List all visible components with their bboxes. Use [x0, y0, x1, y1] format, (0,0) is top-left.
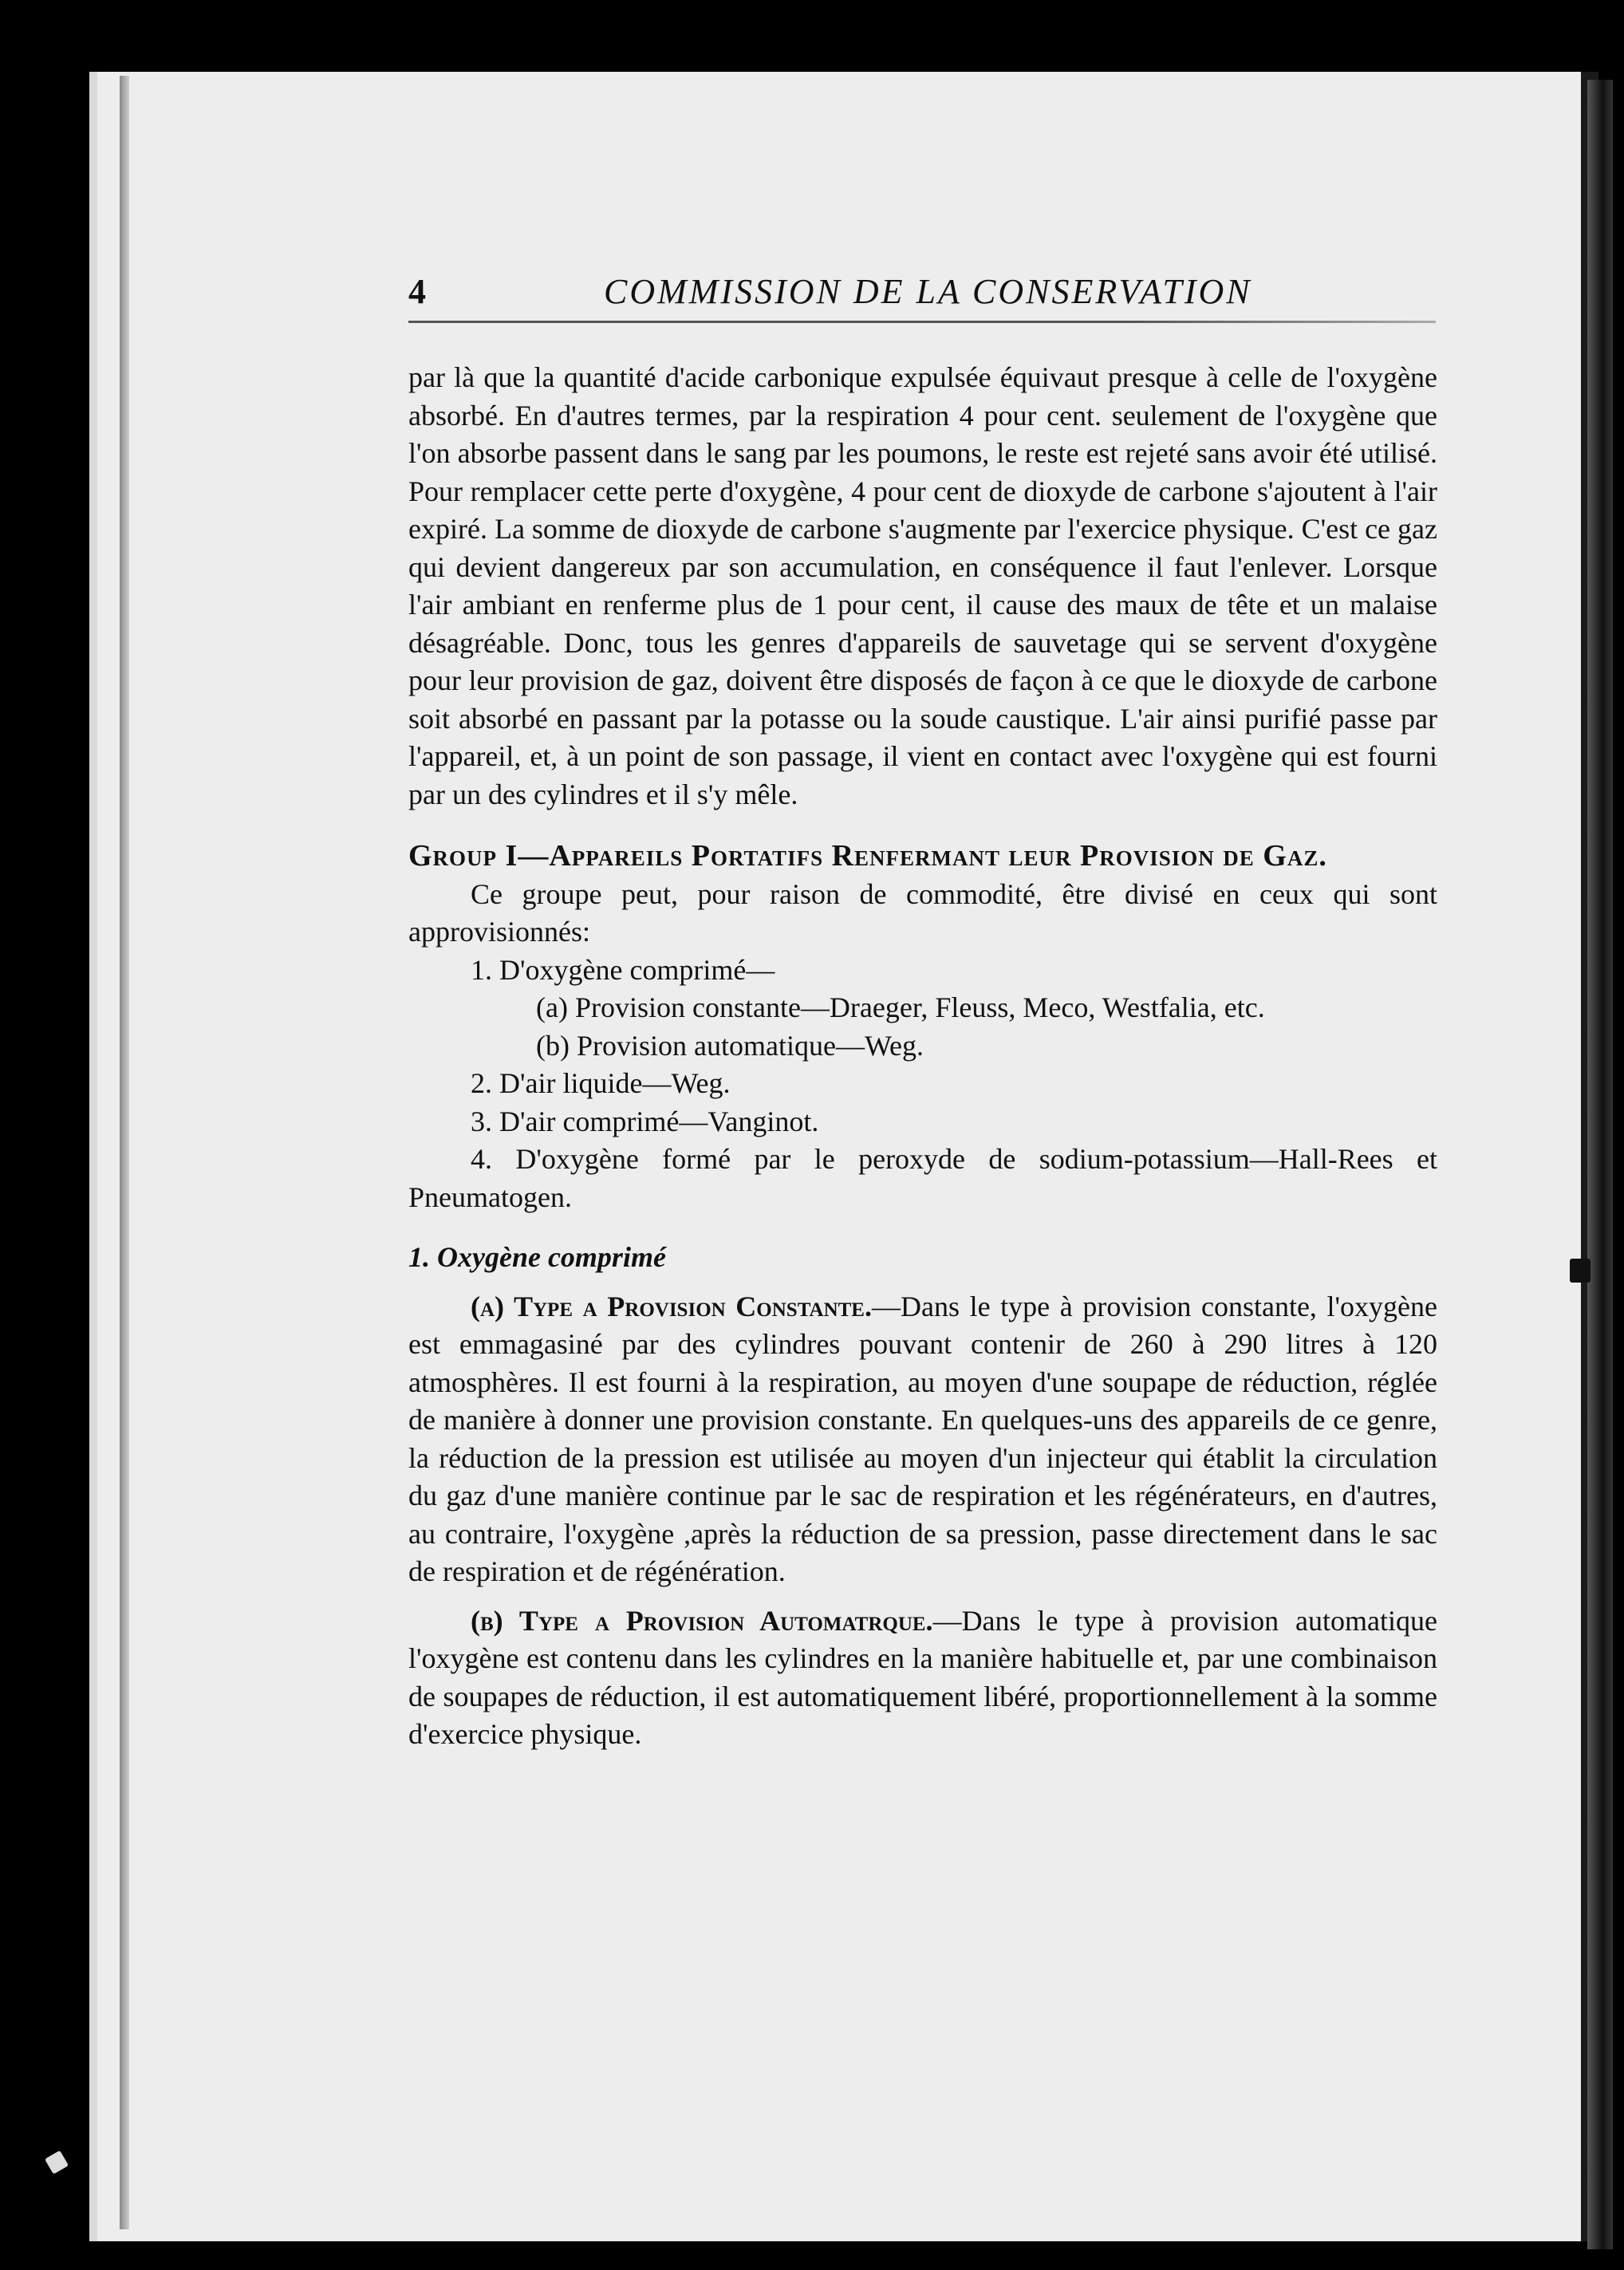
paragraph-continuation: par là que la quantité d'acide carbonique expulsée équivaut presque à celle de l'oxygène absorbé. En d'autres termes, par la respiration 4 pour cent. seulement de l'oxygène que l'on absorbe passent dans le sang par les poumons, le reste est rejeté sans avoir été utilisé. Pour remplacer cette perte d'oxygène, 4 pour cent de dioxyde de carbone s'ajoutent à l'air expiré. La somme de dioxyde de carbone s'augmente par l'exercice physique. C'est ce gaz qui devient dangereux par son accumulation, en conséquence il faut l'enlever. Lorsque l'air ambiant en renferme plus de 1 pour cent, il cause des maux de tête et un malaise désagréable. Donc, tous les genres d'appareils de sauvetage qui se servent d'oxygène pour leur provision de gaz, doivent être disposés de façon à ce que le dioxyde de carbone soit absorbé en passant par la potasse ou la soude caustique. L'air ainsi purifié passe par l'appareil, et, à un point de son passage, il vient en contact avec l'oxygène qui est fourni par un des cylindres et il s'y mêle.: [408, 361, 1437, 810]
list-item-1a: (a) Provision constante—Draeger, Fleuss, Meco, Westfalia, etc.: [536, 991, 1265, 1023]
group-intro: Ce groupe peut, pour raison de commodité, être divisé en ceux qui sont approvisionnés:: [408, 877, 1437, 948]
list-item-3: 3. D'air comprimé—Vanginot.: [471, 1105, 819, 1137]
scan-speck: [1570, 1259, 1590, 1283]
paragraph-type-b: [408, 1602, 1437, 1754]
list-item-1b: (b) Provision automatique—Weg.: [536, 1029, 924, 1062]
type-b-label: (b) Type a Provision Automatrque.: [471, 1604, 933, 1637]
page-right-edge: [1587, 80, 1613, 2249]
running-title: COMMISSION DE LA CONSERVATION: [604, 272, 1252, 311]
section-heading: 1. Oxygène comprimé: [408, 1241, 666, 1273]
paragraph-type-a: [408, 1288, 1437, 1591]
page-left-edge: [120, 76, 129, 2229]
list-item-4: 4. D'oxygène formé par le peroxyde de sodium-potassium—Hall-Rees et Pneumatogen.: [408, 1143, 1437, 1213]
type-a-text: —Dans le type à provision constante, l'oxygène est emmagasiné par des cylindres pouvant contenir de 260 à 290 litres à 120 atmosphères. Il est fourni à la respiration, au moyen d'une soupape de réduction, réglée de manière à donner une provision constante. En quelques-uns des appareils de ce genre, la réduction de la pression est utilisée au moyen d'un injecteur qui établit la circulation du gaz d'une manière continue par le sac de respiration et les régénérateurs, en d'autres, au contraire, l'oxygène ,après la réduction de sa pression, passe directement dans le sac de respiration et de régénération.: [408, 1290, 1437, 1587]
type-a-label: (a) Type a Provision Constante.: [471, 1290, 872, 1322]
page-header: [408, 271, 1429, 319]
group-heading: Group I—Appareils Portatifs Renfermant leur Provision de Gaz.: [408, 839, 1327, 873]
list-item-1: 1. D'oxygène comprimé—: [471, 953, 775, 986]
list-item-2: 2. D'air liquide—Weg.: [471, 1067, 731, 1099]
scan-speck: [45, 2150, 69, 2174]
page-body: [408, 359, 1437, 1754]
type-b-text: —Dans le type à provision automatique l'oxygène est contenu dans les cylindres en la manière habituelle et, par une combinaison de soupapes de réduction, il est automatiquement libéré, proportionnellement à la somme d'exercice physique.: [408, 1604, 1437, 1750]
page-number: 4: [408, 272, 426, 311]
header-rule: [408, 321, 1436, 323]
